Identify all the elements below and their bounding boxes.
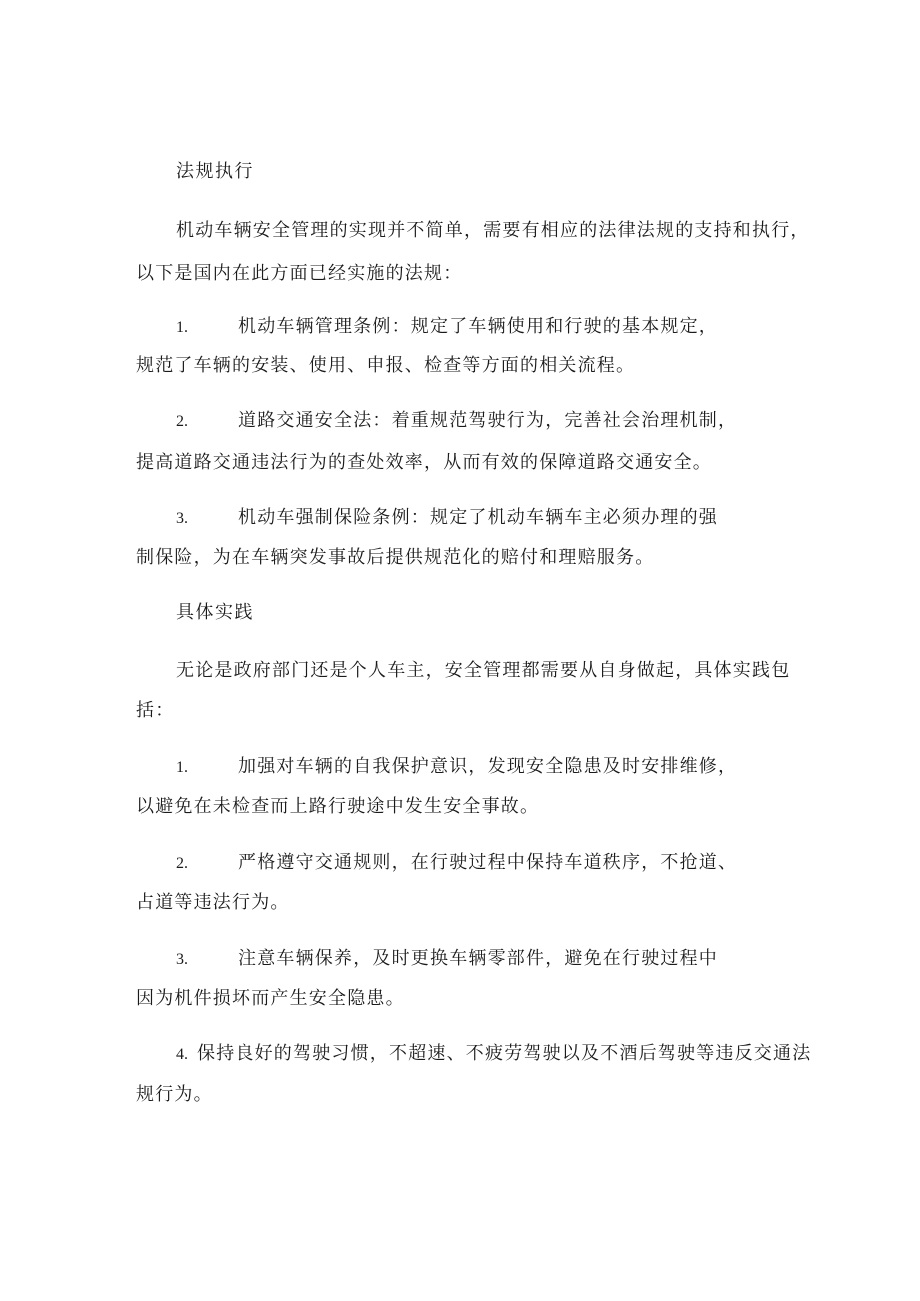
list-item-line: 道路交通安全法：着重规范驾驶行为，完善社会治理机制， — [238, 410, 738, 431]
list-item-line: 加强对车辆的自我保护意识，发现安全隐患及时安排维修， — [238, 756, 738, 777]
list-item-line: 机动车强制保险条例：规定了机动车辆车主必须办理的强 — [238, 507, 718, 528]
section-heading-practice: 具体实践 — [176, 602, 254, 623]
list-item-line: 制保险，为在车辆突发事故后提供规范化的赔付和理赔服务。 — [136, 547, 655, 568]
list-number: 1. — [176, 759, 188, 776]
list-item-line: 保持良好的驾驶习惯，不超速、不疲劳驾驶以及不酒后驾驶等违反交通法 — [197, 1043, 812, 1064]
list-item-line: 严格遵守交通规则，在行驶过程中保持车道秩序，不抢道、 — [238, 852, 738, 873]
list-number: 3. — [176, 510, 188, 527]
list-item-line: 注意车辆保养，及时更换车辆零部件，避免在行驶过程中 — [238, 948, 718, 969]
paragraph-line: 机动车辆安全管理的实现并不简单，需要有相应的法律法规的支持和执行， — [176, 220, 810, 241]
list-number: 1. — [176, 319, 188, 336]
paragraph-line: 无论是政府部门还是个人车主，安全管理都需要从自身做起，具体实践包 — [176, 660, 791, 681]
list-item-line: 机动车辆管理条例：规定了车辆使用和行驶的基本规定， — [238, 316, 718, 337]
list-item-line: 规范了车辆的安装、使用、申报、检查等方面的相关流程。 — [136, 355, 636, 376]
list-item-line: 提高道路交通违法行为的查处效率，从而有效的保障道路交通安全。 — [136, 452, 712, 473]
list-item-line: 规行为。 — [136, 1084, 213, 1105]
list-number: 3. — [176, 951, 188, 968]
list-item-line: 以避免在未检查而上路行驶途中发生安全事故。 — [136, 796, 540, 817]
list-item-line: 占道等违法行为。 — [136, 892, 290, 913]
paragraph-line: 以下是国内在此方面已经实施的法规： — [136, 263, 463, 284]
list-number: 2. — [176, 413, 188, 430]
list-item-line: 因为机件损坏而产生安全隐患。 — [136, 988, 405, 1009]
paragraph-line: 括： — [136, 700, 175, 721]
list-number: 2. — [176, 855, 188, 872]
list-number: 4. — [176, 1046, 188, 1063]
section-heading-regulations: 法规执行 — [176, 161, 254, 182]
